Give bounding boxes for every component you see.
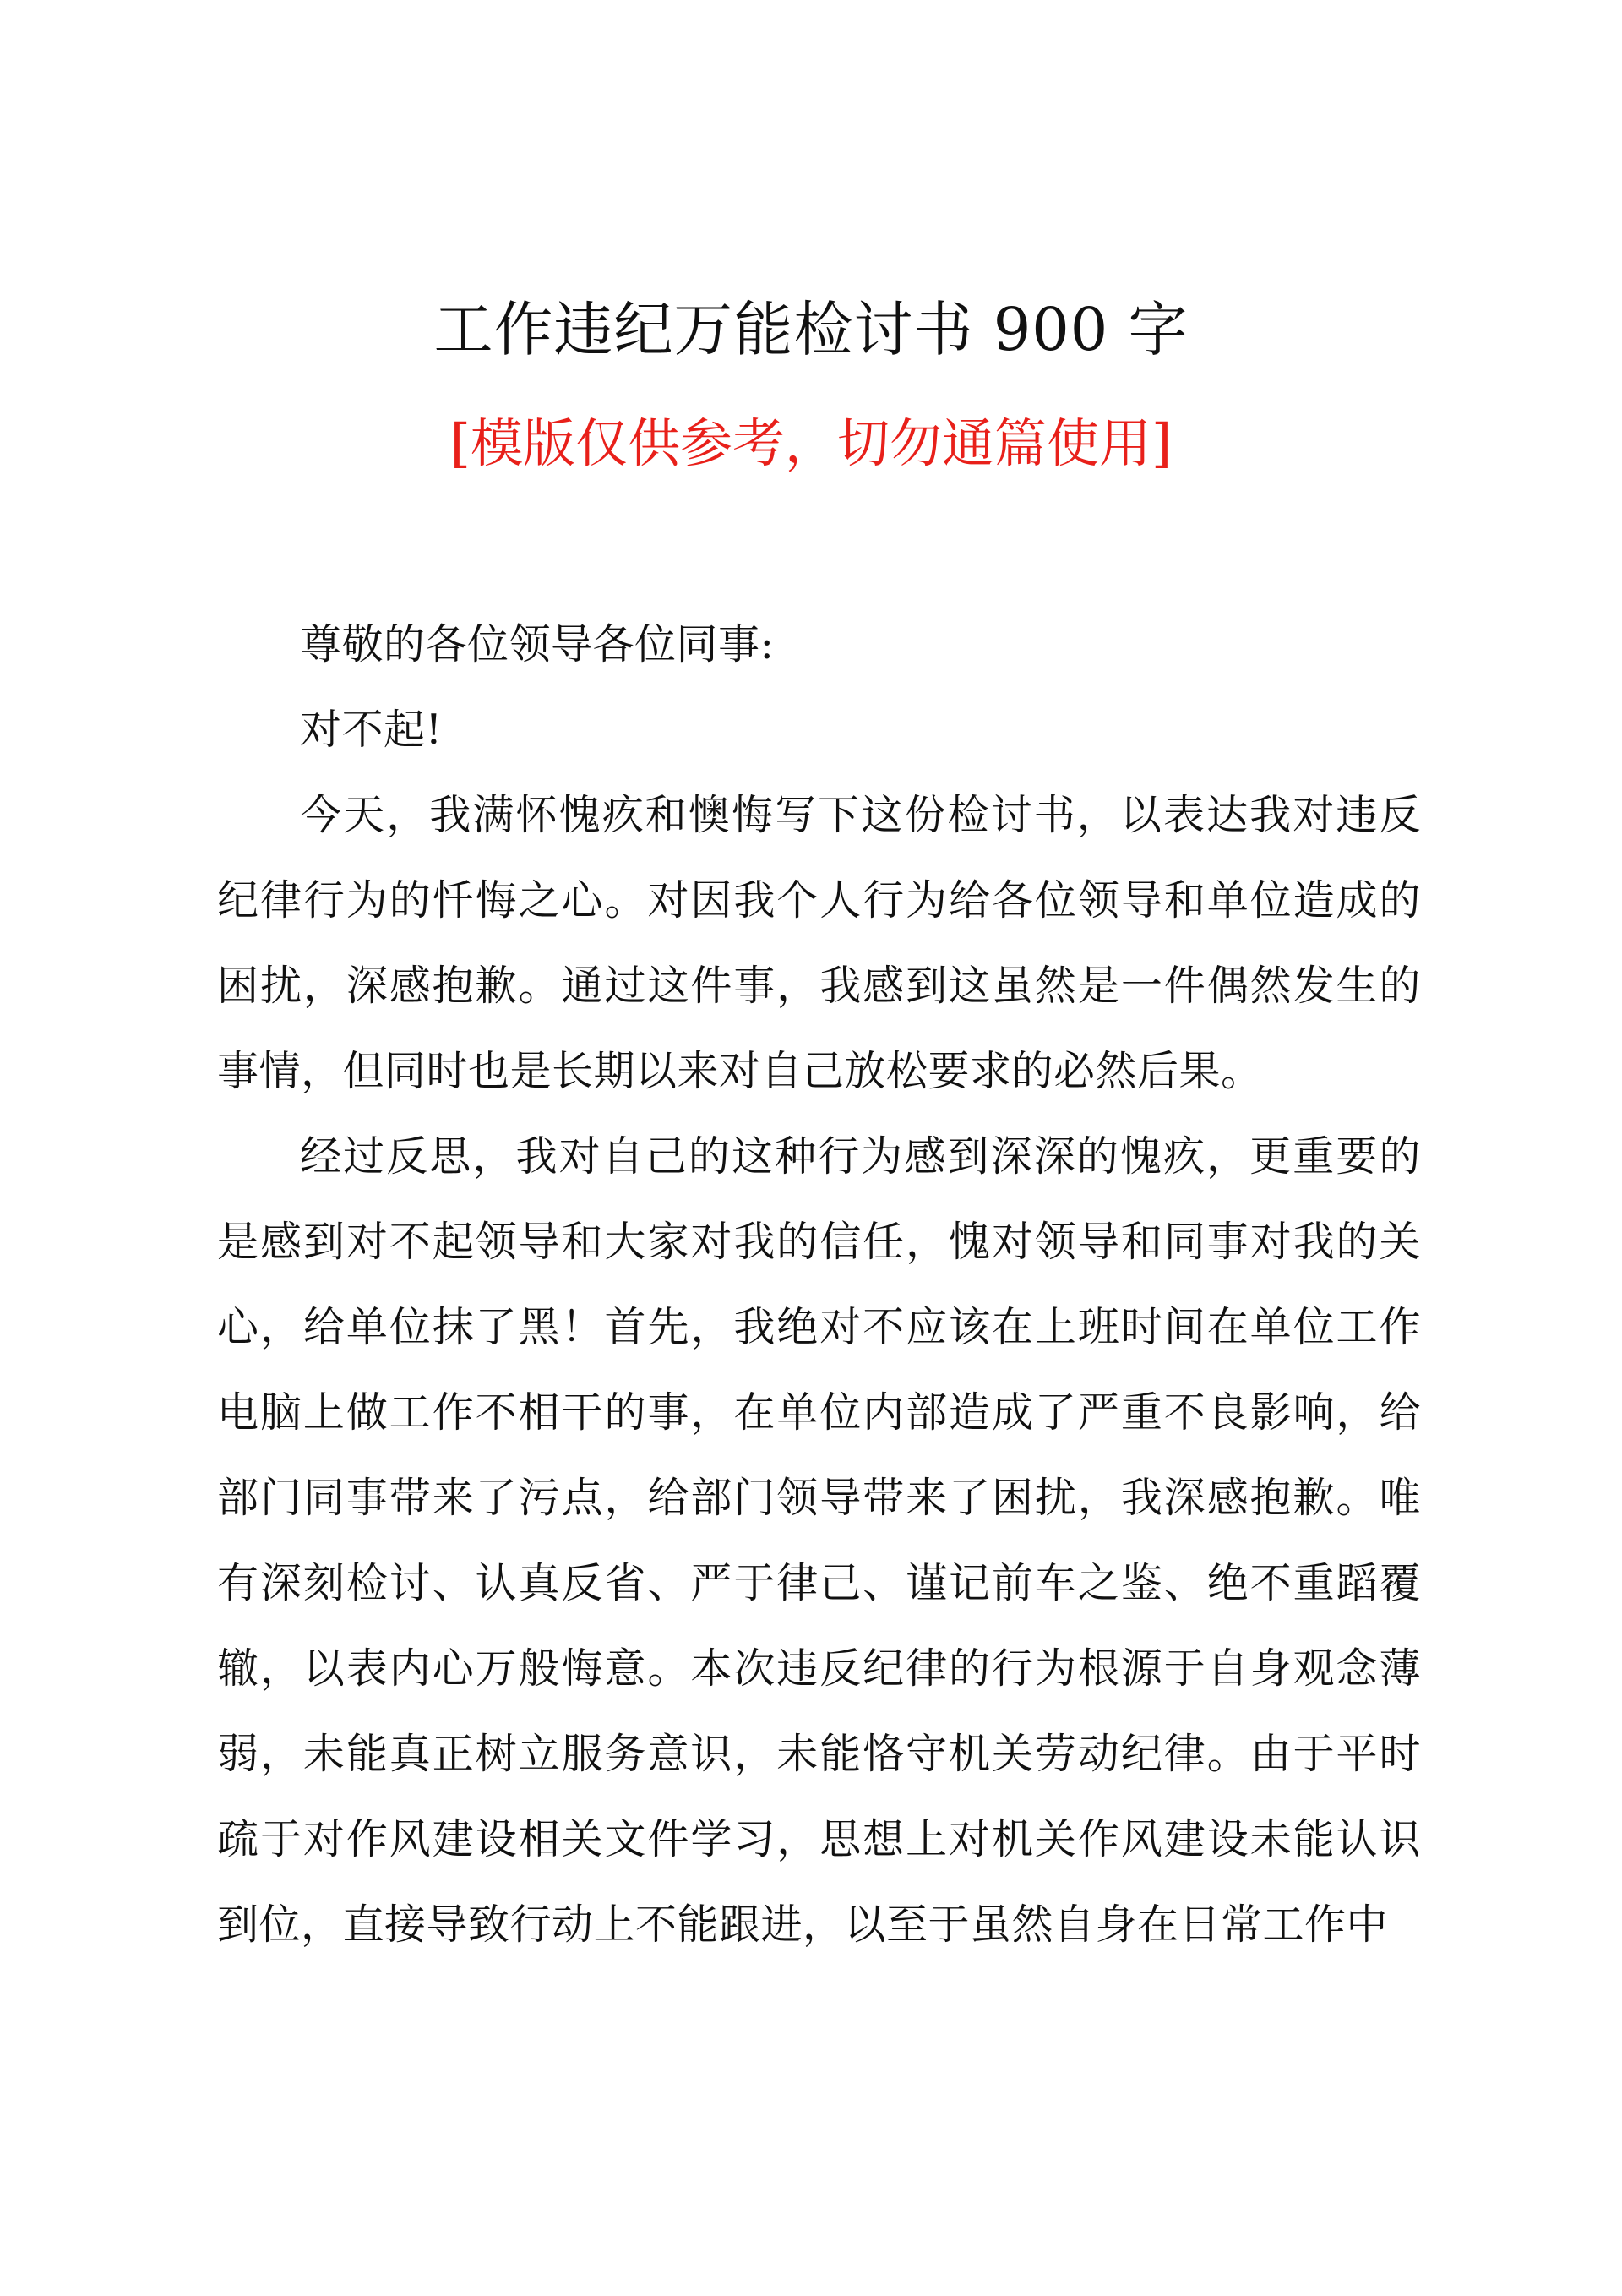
paragraph-reflection: 经过反思，我对自己的这种行为感到深深的愧疚，更重要的是感到对不起领导和大家对我的信任，愧对领导和同事对我的关心，给单位抹了黑！首先，我绝对不应该在上班时间在单位工作电脑上做工作不相干的事，在单位内部造成了严重不良影响，给部门同事带来了污点，给部门领导带来了困扰，我深感抱歉。唯有深刻检讨、认真反省、严于律己、谨记前车之鉴、绝不重蹈覆辙，以表内心万般悔意。本次违反纪律的行为根源于自身观念薄弱，未能真正树立服务意识，未能恪守机关劳动纪律。由于平时疏于对作风建设相关文件学习，思想上对机关作风建设未能认识到位，直接导致行动上不能跟进，以至于虽然自身在日常工作中 [217, 1132, 1421, 1949]
page-title: 工作违纪万能检讨书 900 字 [433, 295, 1189, 364]
letter-body [217, 602, 1421, 1967]
letter-greeting: 尊敬的各位领导各位同事: [300, 620, 775, 668]
paragraph-apology: 对不起! [300, 706, 443, 754]
template-disclaimer: [模版仅供参考，切勿通篇使用] [449, 412, 1173, 474]
paragraph-intro: 今天，我满怀愧疚和懊悔写下这份检讨书，以表达我对违反纪律行为的忏悔之心。对因我个人行为给各位领导和单位造成的困扰，深感抱歉。通过这件事，我感到这虽然是一件偶然发生的事情，但同时也是长期以来对自己放松要求的必然后果。 [217, 791, 1421, 1095]
